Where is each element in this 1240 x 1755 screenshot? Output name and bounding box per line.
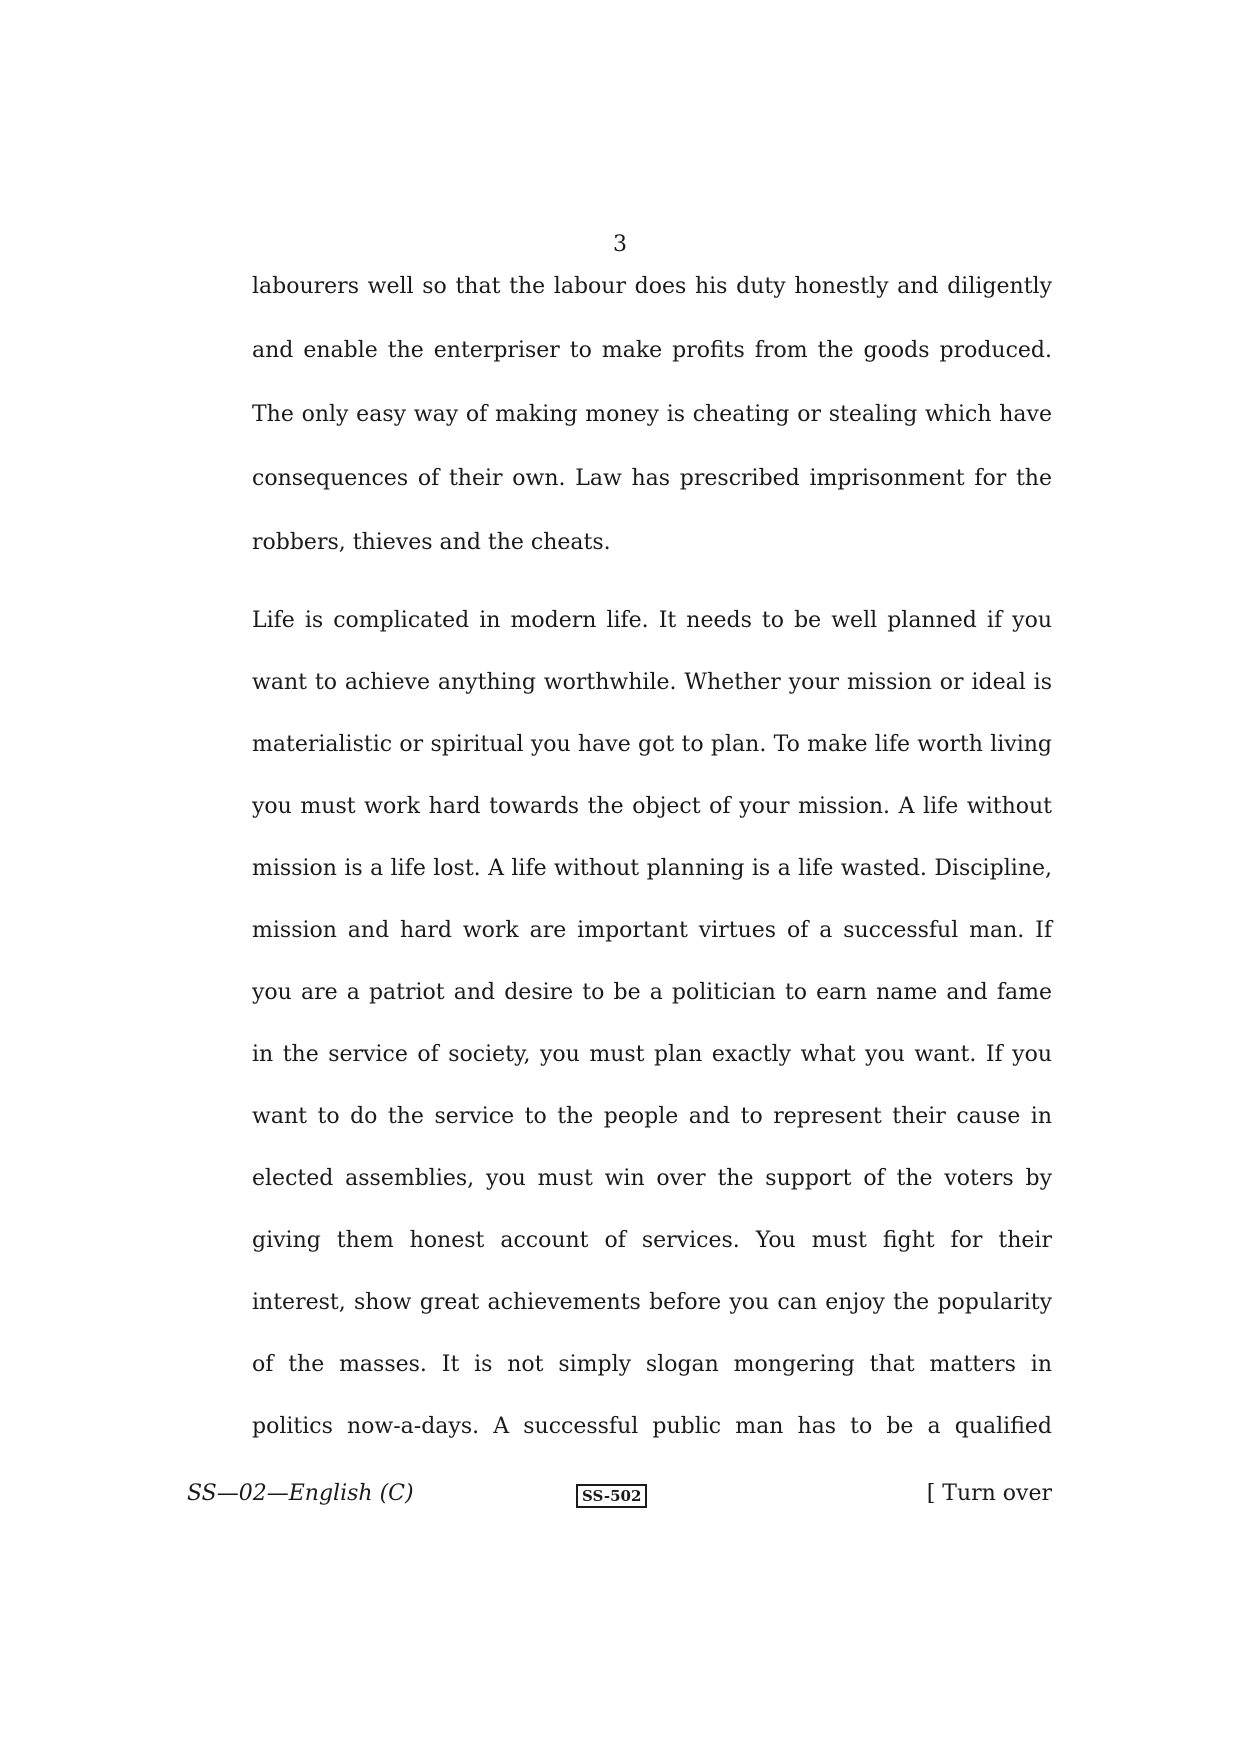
text-line: mission and hard work are important virtues of a successful man. If <box>252 918 1052 943</box>
text-line: mission is a life lost. A life without planning is a life wasted. Discipline, <box>252 856 1052 881</box>
text-line: and enable the enterpriser to make profits from the goods produced. <box>252 338 1052 363</box>
text-line: of the masses. It is not simply slogan mongering that matters in <box>252 1352 1052 1377</box>
text-line: want to achieve anything worthwhile. Whether your mission or ideal is <box>252 670 1052 695</box>
text-line: want to do the service to the people and to represent their cause in <box>252 1104 1052 1129</box>
text-line: you must work hard towards the object of your mission. A life without <box>252 794 1052 819</box>
text-line: you are a patriot and desire to be a politician to earn name and fame <box>252 980 1052 1005</box>
text-line: elected assemblies, you must win over the support of the voters by <box>252 1166 1052 1191</box>
text-line: Life is complicated in modern life. It needs to be well planned if you <box>252 608 1052 633</box>
text-line: giving them honest account of services. You must fight for their <box>252 1228 1052 1253</box>
footer-turn-over: [ Turn over <box>926 1481 1052 1506</box>
footer-subject-code: SS—02—English (C) <box>187 1481 414 1506</box>
text-line: robbers, thieves and the cheats. <box>252 530 611 555</box>
text-line: materialistic or spiritual you have got to plan. To make life worth living <box>252 732 1052 757</box>
text-line: politics now-a-days. A successful public man has to be a qualified <box>252 1414 1052 1439</box>
text-line: labourers well so that the labour does his duty honestly and diligently <box>252 274 1052 299</box>
text-line: in the service of society, you must plan exactly what you want. If you <box>252 1042 1052 1067</box>
text-line: The only easy way of making money is cheating or stealing which have <box>252 402 1052 427</box>
text-line: consequences of their own. Law has prescribed imprisonment for the <box>252 466 1052 491</box>
footer-paper-code-box: SS-502 <box>576 1484 647 1508</box>
page-number: 3 <box>613 232 627 257</box>
text-line: interest, show great achievements before you can enjoy the popularity <box>252 1290 1052 1315</box>
